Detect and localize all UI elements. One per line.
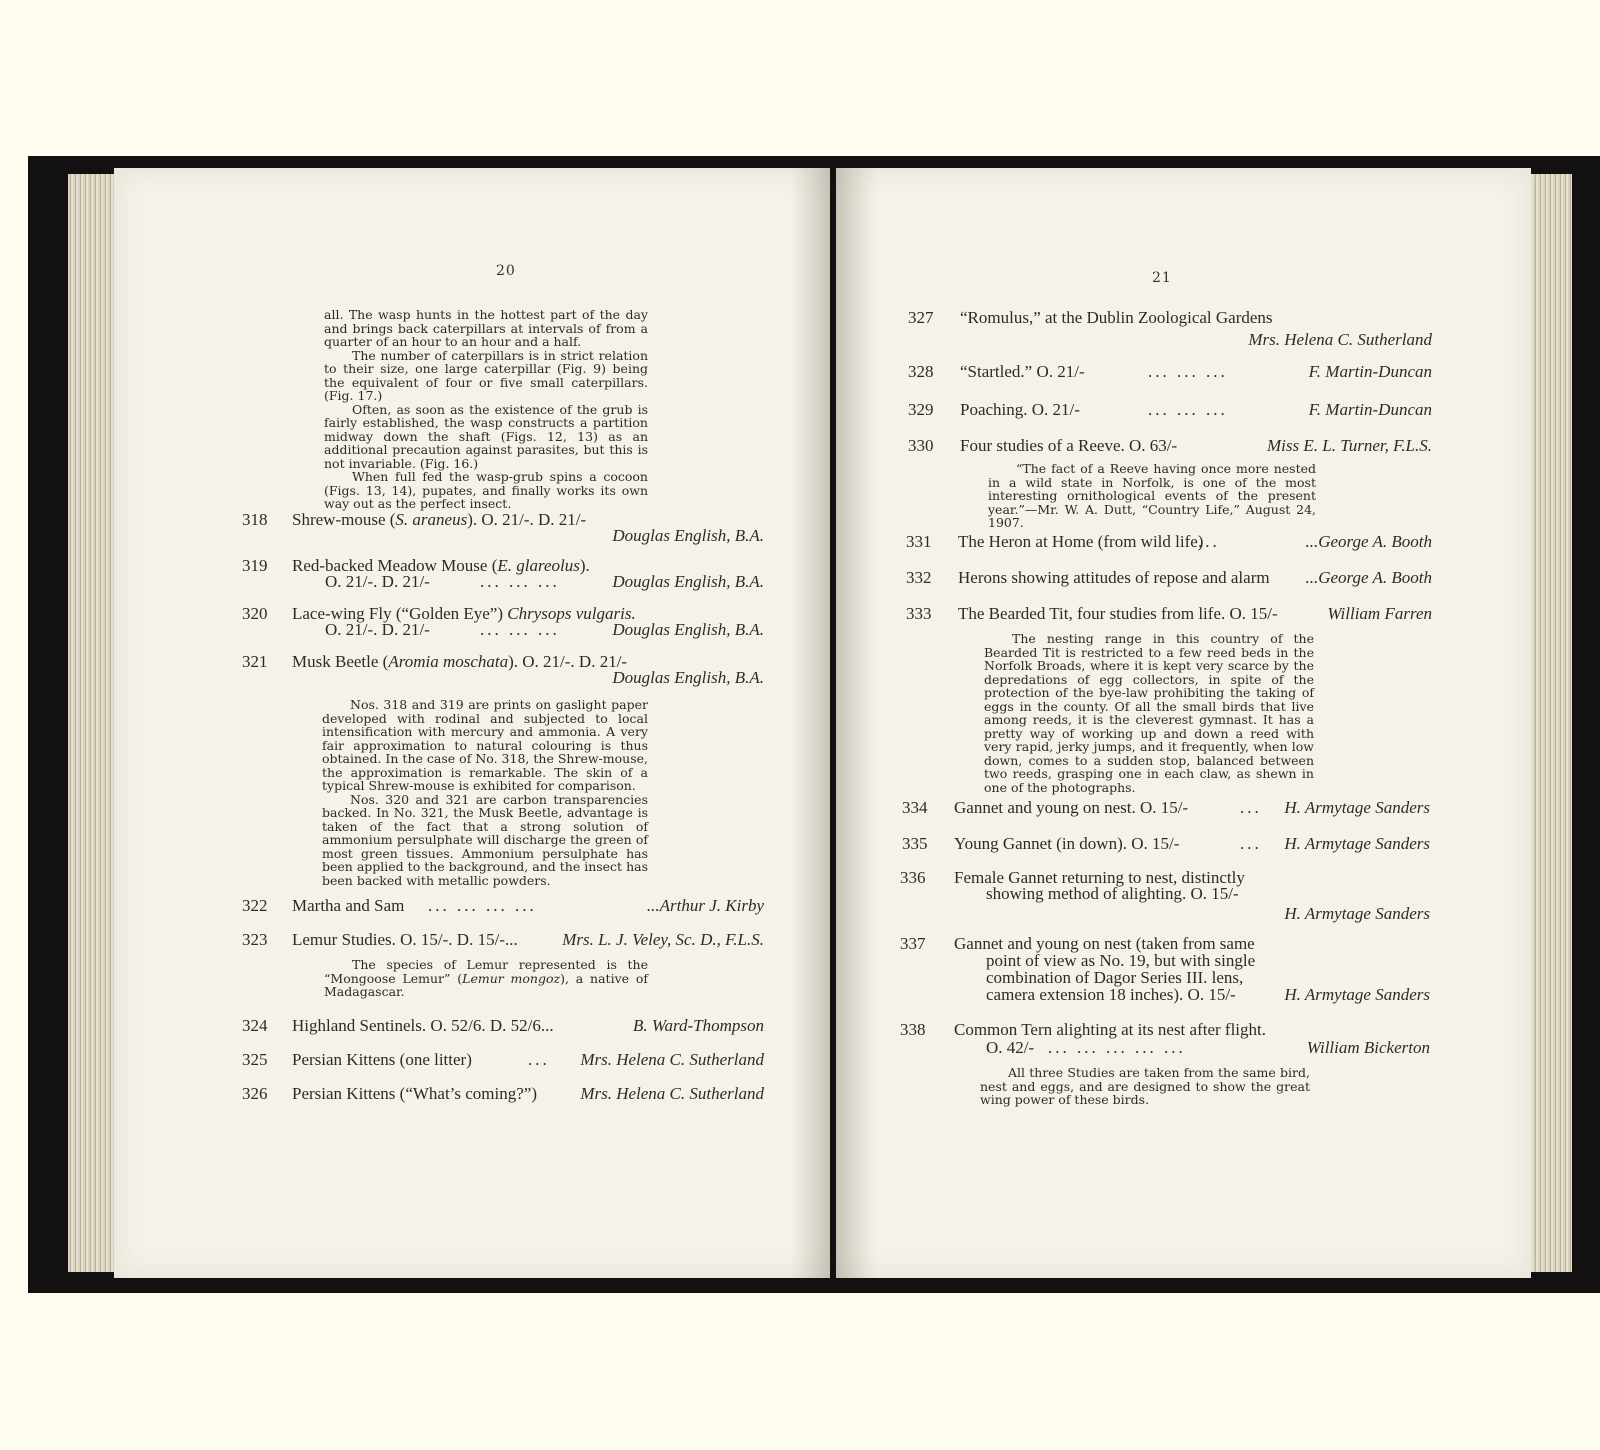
catalogue-entry-326 bbox=[242, 1084, 764, 1108]
entry-number: 336 bbox=[900, 868, 926, 887]
entry-author: Douglas English, B.A. bbox=[612, 668, 764, 687]
entry-number: 329 bbox=[908, 400, 934, 419]
entry-note: The species of Lemur represented is the “Mongoose Lemur” (Lemur mongoz), a native of Madagascar. bbox=[324, 957, 649, 999]
leader-dots: ... ... ... ... bbox=[428, 896, 537, 915]
catalogue-entry-328 bbox=[908, 362, 1432, 386]
entry-number: 321 bbox=[242, 652, 268, 671]
leader-dots: ... bbox=[528, 1050, 550, 1069]
entry-number: 331 bbox=[906, 532, 932, 551]
paragraph: all. The wasp hunts in the hottest part of the day and brings back caterpillars at intervals of from a quarter of an hour to an hour and a half. bbox=[324, 307, 648, 349]
entry-author: Miss E. L. Turner, F.L.S. bbox=[1266, 436, 1432, 455]
entry-title: Persian Kittens (one litter) bbox=[292, 1050, 472, 1069]
entry-number: 332 bbox=[906, 568, 932, 587]
entry-number: 337 bbox=[900, 934, 926, 953]
entry-title-continued: point of view as No. 19, but with single bbox=[986, 951, 1256, 970]
catalogue-entry-330 bbox=[908, 436, 1432, 460]
paragraph: Often, as soon as the existence of the grub is fairly established, the wasp constructs a partition midway down the shaft (Figs. 12, 13) as an additional precaution against parasites, but this is not invariable. (Fig. 16.) bbox=[324, 401, 648, 471]
leader-dots: ... ... ... bbox=[480, 620, 560, 639]
left-page-edges bbox=[68, 174, 118, 1272]
entry-title: Poaching. O. 21/- bbox=[960, 400, 1080, 419]
entry-number: 327 bbox=[908, 308, 934, 327]
entry-title: Musk Beetle (Aromia moschata). O. 21/-. D. 21/- bbox=[292, 652, 628, 671]
page-number: 20 bbox=[496, 263, 516, 279]
catalogue-entry-331 bbox=[906, 532, 1432, 556]
entry-author: Douglas English, B.A. bbox=[612, 620, 764, 639]
entry-author: H. Armytage Sanders bbox=[1284, 834, 1430, 853]
catalogue-entry-324 bbox=[242, 1016, 764, 1040]
left-page bbox=[114, 168, 830, 1278]
right-page-edges bbox=[1528, 174, 1572, 1272]
entry-title: Common Tern alighting at its nest after flight. bbox=[954, 1020, 1267, 1039]
entry-title: The Bearded Tit, four studies from life. O. 15/- bbox=[958, 604, 1278, 623]
entry-author: H. Armytage Sanders bbox=[1284, 798, 1430, 817]
entry-number: 325 bbox=[242, 1050, 268, 1069]
leader-dots: ... bbox=[1198, 532, 1220, 551]
entry-note: All three Studies are taken from the same bird, nest and eggs, and are designed to show the great wing power of these birds. bbox=[980, 1065, 1310, 1107]
entry-number: 328 bbox=[908, 362, 934, 381]
entry-number: 334 bbox=[902, 798, 928, 817]
gutter-shadow bbox=[836, 168, 876, 1278]
catalogue-entry-332 bbox=[906, 568, 1432, 592]
entry-title: Martha and Sam bbox=[292, 896, 405, 915]
entry-author: William Farren bbox=[1327, 604, 1432, 623]
catalogue-entry-337 bbox=[900, 934, 1430, 1010]
leader-dots: ... ... ... bbox=[480, 572, 560, 591]
entry-author: ...George A. Booth bbox=[1305, 568, 1432, 587]
entry-number: 319 bbox=[242, 556, 268, 575]
entry-note: The nesting range in this country of the Bearded Tit is restricted to a few reed beds in the Norfolk Broads, where it is kept very scarce by the depredations of egg collectors, in spite of the protection of the bye-law prohibiting the taking of eggs in the county. Of all the small birds that live among reeds, it is the cleverest gymnast. It has a pretty way of working up and down a reed with very rapid, jerky jumps, and it frequently, when low down, comes to a sudden stop, balanced between two reeds, grasping one in each claw, as shewn in one of the photographs. bbox=[984, 631, 1314, 795]
entry-note: “The fact of a Reeve having once more nested in a wild state in Norfolk, is one of the most interesting ornithological events of the present year.”—Mr. W. A. Dutt, “Country Life,” August 24, 1907. bbox=[988, 461, 1316, 530]
entry-title: Gannet and young on nest (taken from same bbox=[954, 934, 1255, 953]
catalogue-entry-335 bbox=[902, 834, 1430, 858]
entry-number: 338 bbox=[900, 1020, 926, 1039]
paragraph: When full fed the wasp-grub spins a cocoon (Figs. 13, 14), pupates, and finally works its own way out as the perfect insect. bbox=[324, 469, 648, 511]
intro-prose bbox=[324, 308, 648, 511]
catalogue-entry-333 bbox=[906, 604, 1432, 628]
entry-number: 320 bbox=[242, 604, 268, 623]
entry-title: Persian Kittens (“What’s coming?”) bbox=[292, 1084, 538, 1103]
entry-title: Lace-wing Fly (“Golden Eye”) Chrysops vulgaris. bbox=[292, 604, 636, 623]
paragraph: Nos. 318 and 319 are prints on gaslight paper developed with rodinal and subjected to local intensification with mercury and ammonia. A very fair approximation to natural colouring is thus obtained. In the case of No. 318, the Shrew-mouse, the approximation is remarkable. The skin of a typical Shrew-mouse is exhibited for comparison. bbox=[322, 697, 648, 793]
leader-dots: ... ... ... bbox=[1148, 362, 1228, 381]
entry-note bbox=[322, 698, 648, 887]
entry-title: Female Gannet returning to nest, distinctly bbox=[954, 868, 1245, 887]
entry-title: Gannet and young on nest. O. 15/- bbox=[954, 798, 1189, 817]
leader-dots: ... bbox=[1240, 798, 1262, 817]
entry-price: O. 21/-. D. 21/- bbox=[325, 620, 430, 639]
entry-price: O. 21/-. D. 21/- bbox=[325, 572, 430, 591]
entry-number: 335 bbox=[902, 834, 928, 853]
page-number: 21 bbox=[1152, 270, 1172, 286]
catalogue-entry-334 bbox=[902, 798, 1430, 822]
entry-author: ...George A. Booth bbox=[1305, 532, 1432, 551]
catalogue-entry-336 bbox=[900, 868, 1430, 928]
entry-author: B. Ward-Thompson bbox=[633, 1016, 764, 1035]
entry-title: Shrew-mouse (S. araneus). O. 21/-. D. 21/- bbox=[292, 510, 587, 529]
paragraph: Nos. 320 and 321 are carbon transparencies backed. In No. 321, the Musk Beetle, advantage is taken of the fact that a strong solution of ammonium persulphate will discharge the green of most green tissues. Ammonium persulphate has been applied to the background, and the insect has been backed with metallic powders. bbox=[322, 791, 648, 888]
catalogue-entry-329 bbox=[908, 400, 1432, 424]
entry-title: Red-backed Meadow Mouse (E. glareolus). bbox=[292, 556, 590, 575]
entry-title: Herons showing attitudes of repose and alarm bbox=[958, 568, 1270, 587]
entry-number: 318 bbox=[242, 510, 268, 529]
entry-title: Four studies of a Reeve. O. 63/- bbox=[960, 436, 1178, 455]
catalogue-entry-318 bbox=[242, 510, 764, 550]
entry-author: Mrs. L. J. Veley, Sc. D., F.L.S. bbox=[562, 930, 764, 949]
catalogue-entry-322 bbox=[242, 896, 764, 920]
entry-number: 322 bbox=[242, 896, 268, 915]
entry-author: William Bickerton bbox=[1306, 1038, 1430, 1057]
entry-author: F. Martin-Duncan bbox=[1308, 400, 1432, 419]
catalogue-entry-319 bbox=[242, 556, 764, 596]
leader-dots: ... ... ... bbox=[1148, 400, 1228, 419]
catalogue-entry-320 bbox=[242, 604, 764, 644]
leader-dots: ... ... ... ... ... bbox=[1048, 1038, 1186, 1057]
catalogue-entry-338 bbox=[900, 1020, 1430, 1060]
catalogue-entry-323 bbox=[242, 930, 764, 954]
entry-number: 323 bbox=[242, 930, 268, 949]
entry-author: ...Arthur J. Kirby bbox=[646, 896, 764, 915]
entry-number: 330 bbox=[908, 436, 934, 455]
entry-price: O. 42/- bbox=[986, 1038, 1035, 1057]
paragraph: The number of caterpillars is in strict relation to their size, one large caterpillar (Fig. 9) being the equivalent of four or five small caterpillars. (Fig. 17.) bbox=[324, 347, 648, 403]
entry-title: “Startled.” O. 21/- bbox=[960, 362, 1085, 381]
entry-title: Highland Sentinels. O. 52/6. D. 52/6... bbox=[292, 1016, 554, 1035]
entry-author: Mrs. Helena C. Sutherland bbox=[580, 1084, 764, 1103]
entry-author: H. Armytage Sanders bbox=[1284, 985, 1430, 1004]
entry-author: Douglas English, B.A. bbox=[612, 572, 764, 591]
entry-number: 333 bbox=[906, 604, 932, 623]
leader-dots: ... bbox=[1240, 834, 1262, 853]
entry-title-continued: showing method of alighting. O. 15/- bbox=[986, 884, 1239, 903]
entry-title: Lemur Studies. O. 15/-. D. 15/-... bbox=[292, 930, 518, 949]
gutter-shadow bbox=[790, 168, 830, 1278]
entry-title: Young Gannet (in down). O. 15/- bbox=[954, 834, 1180, 853]
entry-author: Mrs. Helena C. Sutherland bbox=[580, 1050, 764, 1069]
entry-number: 324 bbox=[242, 1016, 268, 1035]
entry-author: H. Armytage Sanders bbox=[1284, 904, 1430, 923]
catalogue-entry-327 bbox=[908, 308, 1432, 352]
open-book bbox=[28, 156, 1600, 1293]
entry-title: The Heron at Home (from wild life) bbox=[958, 532, 1204, 551]
catalogue-entry-321 bbox=[242, 652, 764, 692]
right-page bbox=[836, 168, 1531, 1278]
entry-author: Mrs. Helena C. Sutherland bbox=[1248, 330, 1432, 349]
catalogue-entry-325 bbox=[242, 1050, 764, 1074]
entry-title: “Romulus,” at the Dublin Zoological Gardens bbox=[960, 308, 1273, 327]
entry-author: F. Martin-Duncan bbox=[1308, 362, 1432, 381]
entry-title-continued: camera extension 18 inches). O. 15/- bbox=[986, 985, 1236, 1004]
entry-author: Douglas English, B.A. bbox=[612, 526, 764, 545]
entry-number: 326 bbox=[242, 1084, 268, 1103]
entry-title-continued: combination of Dagor Series III. lens, bbox=[986, 968, 1244, 987]
